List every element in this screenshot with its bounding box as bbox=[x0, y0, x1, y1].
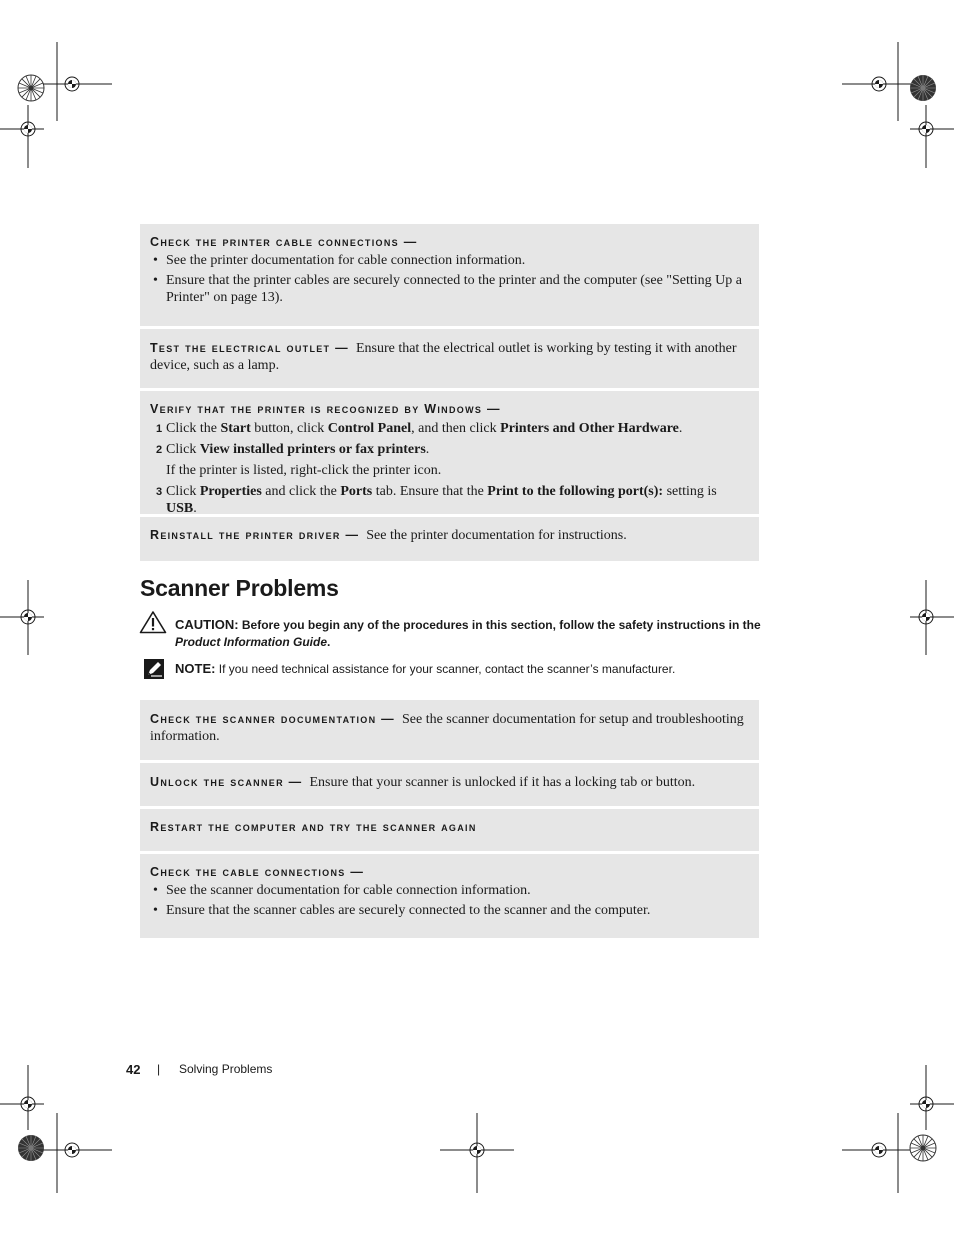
box-heading: Test the electrical outlet — bbox=[150, 341, 349, 355]
electrical-outlet-box bbox=[140, 329, 759, 388]
step-2: 2 Click View installed printers or fax printers. bbox=[156, 442, 430, 457]
list-item: • Ensure that the printer cables are securely connected to the printer and the computer (see "Setting Up a Printer" on page 13). bbox=[153, 273, 742, 305]
list-item: • See the scanner documentation for cable connection information. bbox=[153, 883, 531, 898]
bullet: • bbox=[153, 273, 158, 288]
note-label: NOTE: bbox=[175, 661, 216, 676]
warning-triangle-icon bbox=[139, 610, 167, 639]
list-item: • Ensure that the scanner cables are securely connected to the scanner and the computer. bbox=[153, 903, 651, 918]
scanner-docs-box bbox=[140, 700, 759, 760]
note-notice bbox=[175, 660, 765, 678]
step-1: 1 Click the Start button, click Control Panel, and then click Printers and Other Hardware. bbox=[156, 421, 683, 436]
restart-computer-box bbox=[140, 809, 759, 851]
box-body: Ensure that your scanner is unlocked if it has a locking tab or button. bbox=[309, 775, 696, 790]
note-text: If you need technical assistance for your scanner, contact the scanner’s manufacturer. bbox=[218, 662, 676, 676]
bullet: • bbox=[153, 253, 158, 268]
scanner-cable-box bbox=[140, 854, 759, 938]
product-information-guide: Product Information Guide bbox=[175, 635, 327, 649]
box-body: See the printer documentation for instructions. bbox=[366, 528, 627, 543]
box-heading: Restart the computer and try the scanner again bbox=[150, 820, 477, 834]
caution-text: Before you begin any of the procedures in this section, follow the safety instructions in the bbox=[241, 618, 761, 632]
note-pencil-icon bbox=[143, 658, 165, 685]
box-heading: Check the cable connections — bbox=[150, 865, 365, 879]
box-body: See the scanner documentation for setup and troubleshooting information. bbox=[150, 712, 744, 744]
step-2-note: If the printer is listed, right-click the printer icon. bbox=[166, 463, 442, 478]
footer-separator: | bbox=[157, 1062, 161, 1076]
box-heading: Check the scanner documentation — bbox=[150, 712, 395, 726]
caution-label: CAUTION: bbox=[175, 617, 239, 632]
step-3: 3 Click Properties and click the Ports tab. Ensure that the Print to the following port(s): setting is USB. bbox=[156, 484, 717, 516]
page-number: 42 bbox=[126, 1062, 141, 1077]
box-heading: Check the printer cable connections — bbox=[150, 235, 418, 249]
box-heading: Reinstall the printer driver — bbox=[150, 528, 360, 542]
verify-printer-box bbox=[140, 391, 759, 514]
box-body: Ensure that the electrical outlet is working by testing it with another device, such as a lamp. bbox=[150, 341, 737, 373]
list-item: • See the printer documentation for cable connection information. bbox=[153, 253, 526, 268]
caution-notice: CAUTION: Before you begin any of the procedures in this section, follow the safety instructions in the Product Information Guide. bbox=[175, 617, 761, 649]
printer-cable-box bbox=[140, 224, 759, 326]
box-heading: Verify that the printer is recognized by Windows — bbox=[150, 402, 501, 416]
box-heading: Unlock the scanner — bbox=[150, 775, 303, 789]
bullet: • bbox=[153, 903, 158, 918]
bullet: • bbox=[153, 883, 158, 898]
footer-section: Solving Problems bbox=[179, 1062, 273, 1076]
unlock-scanner-box bbox=[140, 763, 759, 806]
reinstall-driver-box bbox=[140, 517, 759, 561]
section-title: Scanner Problems bbox=[140, 575, 339, 601]
